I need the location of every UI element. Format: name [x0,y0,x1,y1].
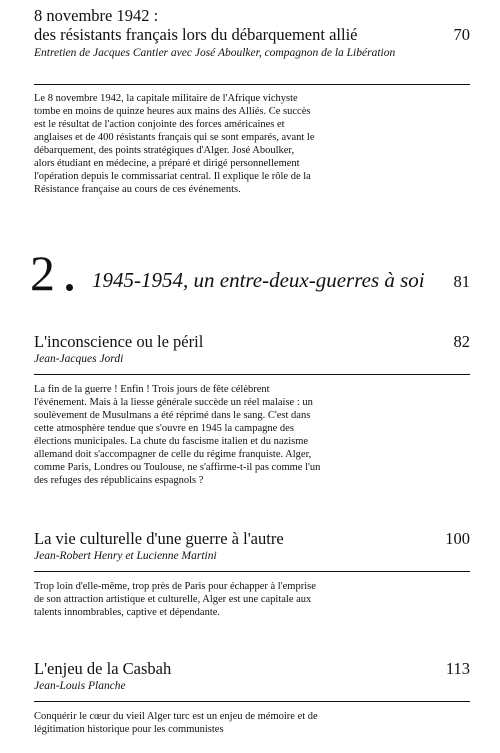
entry-byline: Entretien de Jacques Cantier avec José Aboulker, compagnon de la Libération [34,47,396,59]
entry-byline: Jean-Jacques Jordi [34,353,124,365]
entry-abstract: La fin de la guerre ! Enfin ! Trois jours de fête célèbrent l'événement. Mais à la liesse générale succède un réel malaise : un soulèvement de Musulmans a été réprimé dans le sang. C'est dans cette atmosphère tendue que s'ouvre en 1945 la campagne des élections municipales. La chute du fascisme italien et du nazisme allemand doit s'accompagner de celle du régime franquiste. Alger, comme Paris, Londres ou Toulouse, ne s'affirme-t-il pas comme l'un des refuges des républicains espagnols ? [34,384,321,486]
entry-title-line2: des résistants français lors du débarquement allié [34,25,358,44]
entry-title: L'enjeu de la Casbah [34,659,172,678]
entry-byline: Jean-Louis Planche [34,680,126,692]
entry-divider [34,374,470,375]
chapter-number: 2 [30,245,55,301]
entry-title: La vie culturelle d'une guerre à l'autre [34,529,284,548]
entry-abstract: Le 8 novembre 1942, la capitale militaire de l'Afrique vichyste tombe en moins de quinze heures aux mains des Alliés. Ce succès est le résultat de l'action conjointe des forces américaines et anglaises et de 400 résistants français qui se sont emparés, avant le débarquement, des points stratégiques d'Alger. José Aboulker, alors étudiant en médecine, a préparé et dirigé personnellement l'opération depuis le commissariat central. Il explique le rôle de la Résistance française au cours de ces événements. [34,93,315,195]
entry-divider [34,701,470,702]
entry-page-number: 70 [453,25,470,44]
entry-divider [34,84,470,85]
entry-title-line1: 8 novembre 1942 : [34,6,159,25]
entry-title: L'inconscience ou le péril [34,332,204,351]
entry-page-number: 113 [445,659,470,678]
chapter-page-number: 81 [453,272,470,291]
entry-divider [34,571,470,572]
chapter-bullet-dot [66,284,73,291]
entry-page-number: 82 [453,332,470,351]
entry-page-number: 100 [445,529,470,548]
entry-abstract: Conquérir le cœur du vieil Alger turc est un enjeu de mémoire et de légitimation historique pour les communistes [34,711,318,735]
chapter-title: 1945-1954, un entre-deux-guerres à soi [92,268,425,292]
entry-byline: Jean-Robert Henry et Lucienne Martini [34,550,217,562]
entry-abstract: Trop loin d'elle-même, trop près de Paris pour échapper à l'emprise de son attraction artistique et culturelle, Alger est une capitale aux talents innombrables, captive et dépendante. [34,581,316,618]
